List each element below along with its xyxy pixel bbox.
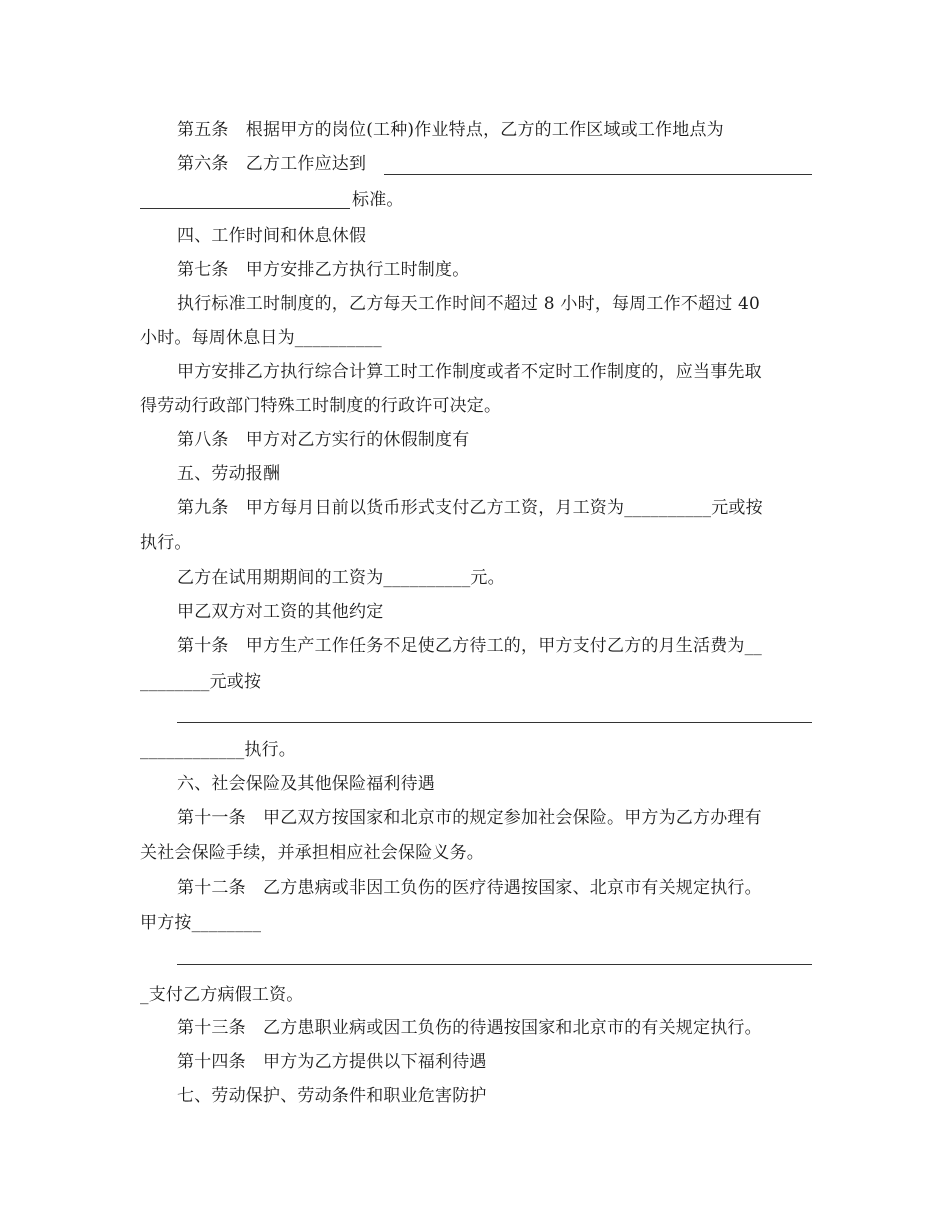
- section-5-heading: 五、劳动报酬: [177, 464, 281, 484]
- article-5-text: 第五条 根据甲方的岗位(工种)作业特点，乙方的工作区域或工作地点为: [177, 120, 724, 140]
- article-10-blank-line: [177, 722, 812, 723]
- article-12-text-2: 甲方按________: [140, 913, 262, 933]
- article-10-text-2: ________元或按: [140, 672, 262, 692]
- article-12-text-3: _支付乙方病假工资。: [140, 985, 304, 1005]
- probation-wage-text: 乙方在试用期期间的工资为__________元。: [177, 568, 505, 588]
- article-6-blank-line-1: [384, 174, 812, 175]
- article-6-text: 第六条 乙方工作应达到: [177, 154, 367, 174]
- article-11-text-2: 关社会保险手续，并承担相应社会保险义务。: [140, 843, 484, 863]
- article-14-text: 第十四条 甲方为乙方提供以下福利待遇: [177, 1052, 487, 1072]
- article-10-text-1: 第十条 甲方生产工作任务不足使乙方待工的，甲方支付乙方的月生活费为__: [177, 636, 762, 656]
- standard-hours-text-1: 执行标准工时制度的，乙方每天工作时间不超过 8 小时，每周工作不超过 40: [177, 294, 761, 314]
- article-13-text: 第十三条 乙方患职业病或因工负伤的待遇按国家和北京市的有关规定执行。: [177, 1018, 762, 1038]
- section-6-heading: 六、社会保险及其他保险福利待遇: [177, 774, 435, 794]
- article-9-text-1: 第九条 甲方每月日前以货币形式支付乙方工资，月工资为__________元或按: [177, 498, 763, 518]
- article-9-text-2: 执行。: [140, 533, 192, 553]
- flexible-hours-text-1: 甲方安排乙方执行综合计算工时工作制度或者不定时工作制度的，应当事先取: [177, 362, 762, 382]
- other-wage-agreement-text: 甲乙双方对工资的其他约定: [177, 602, 384, 622]
- flexible-hours-text-2: 得劳动行政部门特殊工时制度的行政许可决定。: [140, 396, 502, 416]
- section-4-heading: 四、工作时间和休息休假: [177, 226, 367, 246]
- article-7-text: 第七条 甲方安排乙方执行工时制度。: [177, 260, 470, 280]
- article-11-text-1: 第十一条 甲乙双方按国家和北京市的规定参加社会保险。甲方为乙方办理有: [177, 808, 762, 828]
- article-6-standard-text: 标准。: [352, 190, 404, 210]
- article-10-text-3: ____________执行。: [140, 740, 296, 760]
- article-12-text-1: 第十二条 乙方患病或非因工负伤的医疗待遇按国家、北京市有关规定执行。: [177, 878, 762, 898]
- article-8-text: 第八条 甲方对乙方实行的休假制度有: [177, 430, 470, 450]
- standard-hours-text-2: 小时。每周休息日为__________: [140, 328, 382, 348]
- article-12-blank-line: [177, 964, 812, 965]
- article-6-blank-line-2: [140, 208, 350, 209]
- section-7-heading: 七、劳动保护、劳动条件和职业危害防护: [177, 1086, 487, 1106]
